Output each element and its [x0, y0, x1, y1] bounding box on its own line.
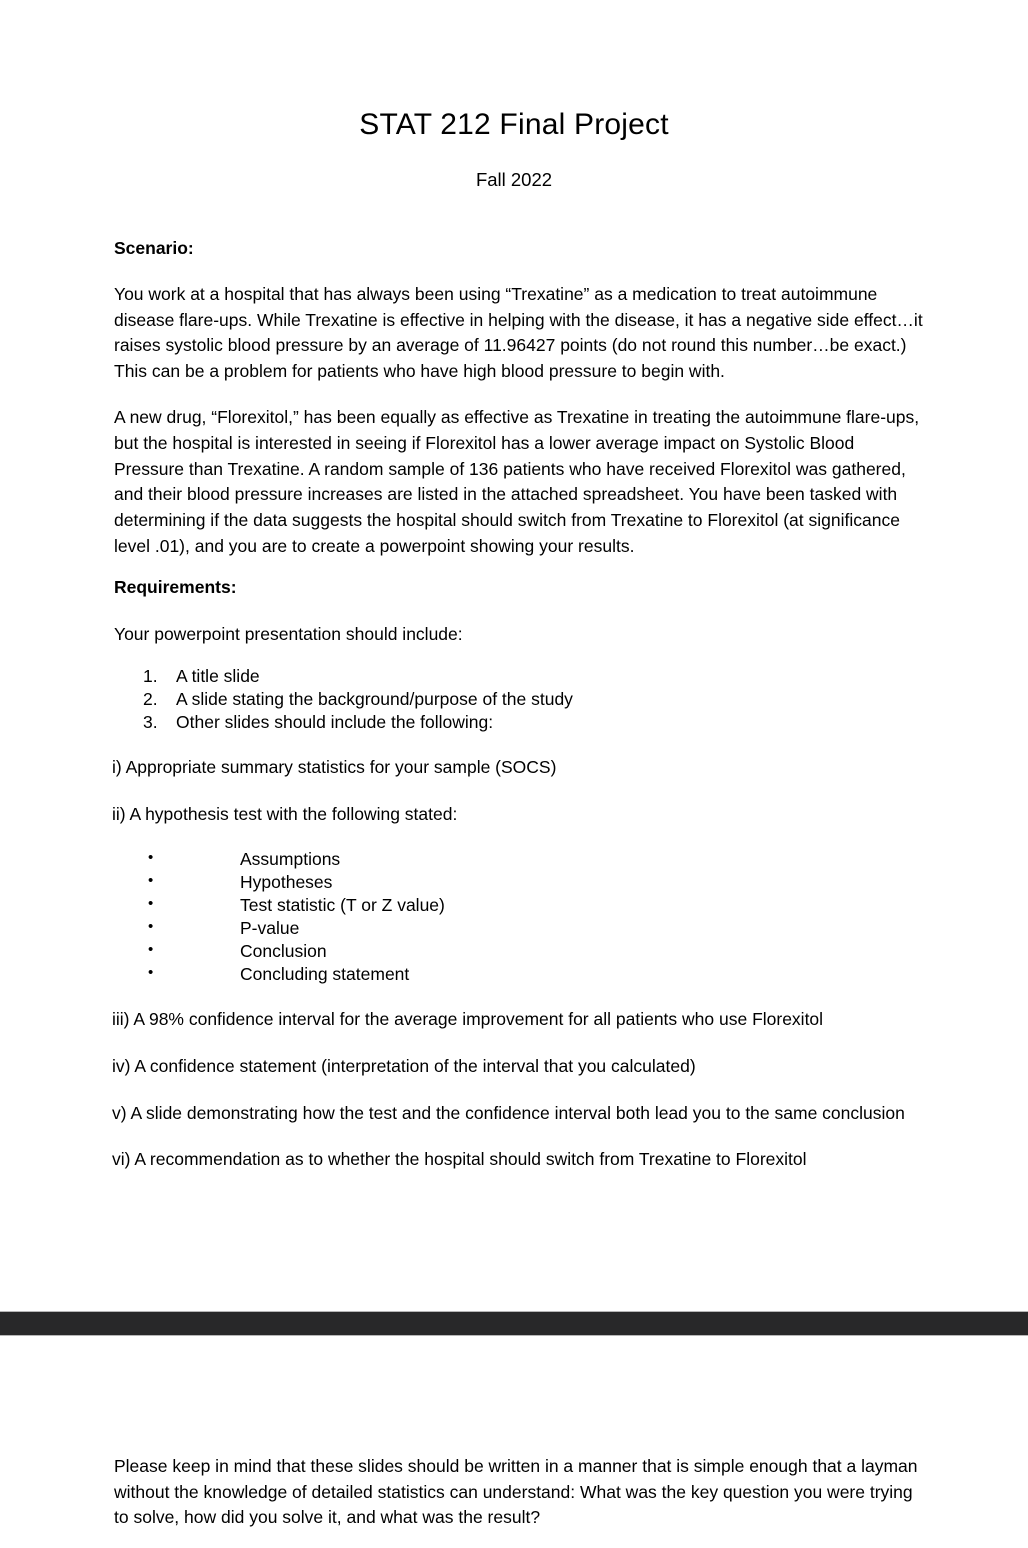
- document-body: [0, 192, 1028, 1173]
- list-item: • Assumptions: [114, 848, 924, 871]
- hypothesis-bullet-list: [114, 828, 924, 987]
- requirement-item-ii: ii) A hypothesis test with the following stated:: [112, 804, 458, 825]
- document-subtitle: Fall 2022: [475, 168, 553, 190]
- scenario-heading: Scenario:: [114, 237, 194, 258]
- list-item: • P-value: [114, 917, 924, 940]
- list-item: • Hypotheses: [114, 871, 924, 894]
- list-item: Other slides should include the following:: [176, 712, 494, 733]
- document-sheet-two: [0, 1336, 1028, 1548]
- scenario-paragraph-2: A new drug, “Florexitol,” has been equally as effective as Trexatine in treating the autoimmune flare-ups, but the hospital is interested in seeing if Florexitol has a lower average impact on Systolic Blood Pressure than Trexatine. A random sample of 136 patients who have received Florexitol was gathered, and their blood pressure increases are listed in the attached spreadsheet. You have been tasked with determining if the data suggests the hospital should switch from Trexatine to Florexitol (at significance level .01), and you are to create a powerpoint showing your results.: [114, 407, 920, 556]
- requirement-item-i: i) Appropriate summary statistics for your sample (SOCS): [112, 757, 557, 778]
- scenario-paragraph-1: You work at a hospital that has always been using “Trexatine” as a medication to treat autoimmune disease flare-ups. While Trexatine is effective in helping with the disease, it has a negative side effect…it raises systolic blood pressure by an average of 11.96427 points (do not round this number…be exact.) This can be a problem for patients who have high blood pressure to begin with.: [114, 283, 923, 381]
- requirements-intro: Your powerpoint presentation should include:: [114, 623, 463, 644]
- list-item: A slide stating the background/purpose of the study: [176, 689, 573, 710]
- document-body-continued: [0, 1336, 1028, 1531]
- list-item: • Test statistic (T or Z value): [114, 894, 924, 917]
- list-item: • Concluding statement: [114, 963, 924, 986]
- page-title: STAT 212 Final Project: [359, 108, 669, 141]
- requirement-item-vi: vi) A recommendation as to whether the hospital should switch from Trexatine to Florexitol: [112, 1149, 807, 1170]
- requirement-item-iv: iv) A confidence statement (interpretation of the interval that you calculated): [112, 1055, 696, 1076]
- list-item: • Conclusion: [114, 940, 924, 963]
- requirements-numbered-list: [114, 647, 924, 734]
- requirement-item-v: v) A slide demonstrating how the test and the confidence interval both lead you to the same conclusion: [112, 1102, 905, 1123]
- page-separator: [0, 1311, 1028, 1336]
- list-item: A title slide: [176, 666, 260, 687]
- requirements-heading: Requirements:: [114, 577, 237, 598]
- requirement-item-iii: iii) A 98% confidence interval for the average improvement for all patients who use Florexitol: [112, 1009, 824, 1030]
- closing-note: Please keep in mind that these slides should be written in a manner that is simple enough that a layman without the knowledge of detailed statistics can understand: What was the key question you were trying to solve, how did you solve it, and what was the result?: [114, 1456, 918, 1528]
